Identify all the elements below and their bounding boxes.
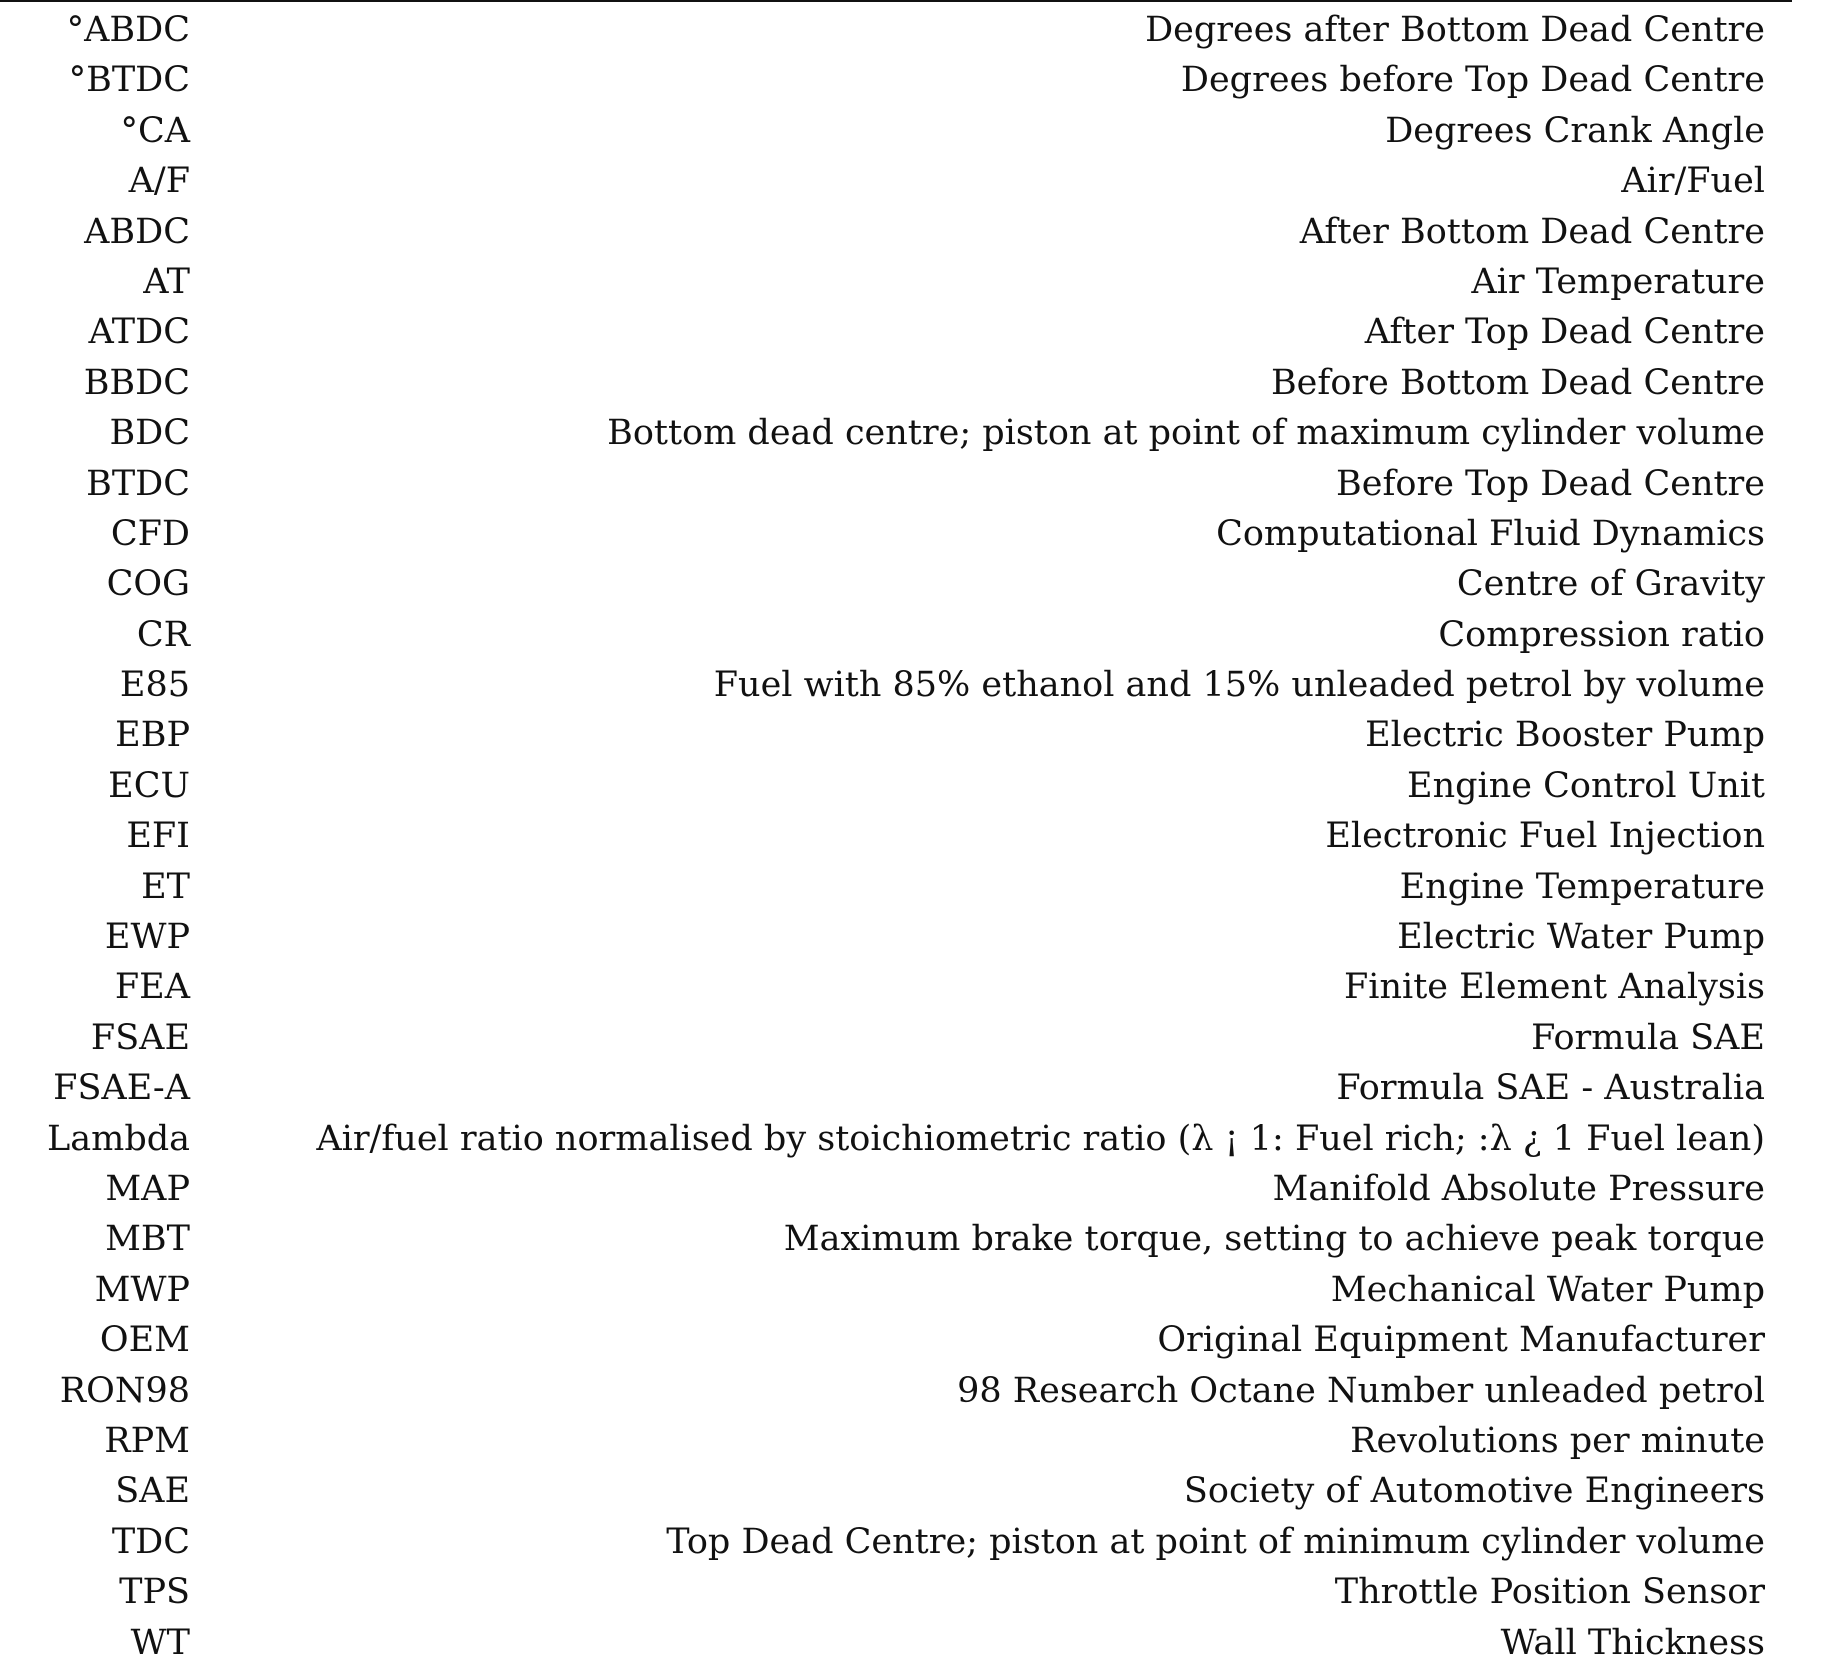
abbreviation-term: CFD [110,513,190,554]
abbreviation-definition: Before Bottom Dead Centre [1270,362,1765,403]
table-row [0,709,1835,759]
table-row [0,961,1835,1011]
abbreviation-definition: Wall Thickness [1500,1622,1765,1663]
abbreviation-term: BBDC [83,362,190,403]
abbreviation-definition: Society of Automotive Engineers [1183,1471,1765,1512]
abbreviation-term: AT [143,261,190,302]
abbreviation-term: CR [136,614,190,655]
table-row [0,306,1835,356]
table-row [0,1365,1835,1415]
abbreviation-definition: Manifold Absolute Pressure [1272,1168,1765,1209]
table-row [0,1213,1835,1263]
abbreviation-definition: 98 Research Octane Number unleaded petrol [957,1370,1765,1411]
abbreviation-term: °CA [120,110,190,151]
abbreviation-definition: Before Top Dead Centre [1336,463,1765,504]
abbreviation-term: FSAE [90,1017,190,1058]
table-row [0,1264,1835,1314]
abbreviation-definition: Air/Fuel [1621,161,1765,202]
abbreviation-term: °ABDC [66,10,190,50]
abbreviation-term: COG [106,564,190,605]
abbreviation-term: EWP [104,917,190,958]
table-row [0,155,1835,205]
abbreviation-term: OEM [99,1320,190,1361]
abbreviation-definition: Air Temperature [1471,261,1765,302]
table-row [0,105,1835,155]
table-row [0,1012,1835,1062]
abbreviation-definition: Formula SAE - Australia [1336,1068,1765,1109]
abbreviation-term: EBP [115,715,190,756]
abbreviation-definition: Revolutions per minute [1350,1420,1765,1461]
abbreviation-definition: Degrees Crank Angle [1385,110,1765,151]
abbreviation-term: ABDC [84,211,190,252]
abbreviation-definition: Electronic Fuel Injection [1325,816,1765,857]
table-row [0,407,1835,457]
table-row [0,1617,1835,1667]
abbreviation-definition: Top Dead Centre; piston at point of minimum cylinder volume [666,1521,1765,1562]
abbreviation-definition: Maximum brake torque, setting to achieve peak torque [783,1219,1765,1260]
abbreviation-definition: Throttle Position Sensor [1334,1572,1765,1613]
abbreviation-term: TDC [111,1521,190,1562]
abbreviation-term: ECU [108,765,190,806]
table-row [0,1062,1835,1112]
table-row [0,1566,1835,1616]
abbreviation-term: BDC [109,413,190,454]
abbreviation-term: SAE [115,1471,190,1512]
abbreviation-term: MAP [105,1168,190,1209]
abbreviation-term: EFI [126,816,190,857]
abbreviation-definition: Electric Water Pump [1397,917,1765,958]
abbreviation-term: FEA [114,967,190,1008]
abbreviation-definition: Degrees after Bottom Dead Centre [1145,10,1765,50]
abbreviation-term: ATDC [88,312,190,353]
table-row [0,1415,1835,1465]
abbreviation-term: A/F [128,161,190,202]
table-row [0,861,1835,911]
abbreviation-term: MBT [105,1219,190,1260]
abbreviation-definition: Degrees before Top Dead Centre [1180,60,1765,101]
abbreviation-definition: Finite Element Analysis [1344,967,1765,1008]
table-row [0,1465,1835,1515]
table-row [0,508,1835,558]
abbreviations-table [0,4,1835,1667]
abbreviation-term: E85 [119,665,190,706]
abbreviation-definition: Fuel with 85% ethanol and 15% unleaded petrol by volume [713,665,1765,706]
abbreviation-term: TPS [119,1572,190,1613]
abbreviation-definition: Engine Temperature [1399,866,1765,907]
abbreviation-definition: Centre of Gravity [1456,564,1765,605]
abbreviation-definition: Engine Control Unit [1407,765,1765,806]
abbreviation-term: RPM [104,1420,190,1461]
table-row [0,609,1835,659]
table-row [0,659,1835,709]
abbreviation-term: MWP [94,1269,190,1310]
abbreviation-definition: After Top Dead Centre [1364,312,1765,353]
abbreviation-definition: Computational Fluid Dynamics [1216,513,1765,554]
table-top-rule [0,0,1792,2]
abbreviation-definition: Mechanical Water Pump [1330,1269,1765,1310]
table-row [0,911,1835,961]
table-row [0,1163,1835,1213]
table-row [0,54,1835,104]
table-row [0,760,1835,810]
table-row [0,1113,1835,1163]
table-row [0,810,1835,860]
abbreviation-term: BTDC [86,463,190,504]
abbreviation-term: ET [141,866,190,907]
abbreviation-definition: Electric Booster Pump [1365,715,1765,756]
table-row [0,206,1835,256]
abbreviation-definition: Compression ratio [1438,614,1765,655]
abbreviation-term: RON98 [59,1370,190,1411]
table-row [0,4,1835,54]
abbreviation-definition: Formula SAE [1531,1017,1765,1058]
abbreviation-term: WT [130,1622,190,1663]
abbreviation-definition: Air/fuel ratio normalised by stoichiometric ratio (λ ¡ 1: Fuel rich; :λ ¿ 1 Fuel lean) [316,1118,1765,1159]
table-row [0,558,1835,608]
table-row [0,1314,1835,1364]
abbreviation-term: °BTDC [68,60,190,101]
table-row [0,1516,1835,1566]
abbreviation-definition: Bottom dead centre; piston at point of maximum cylinder volume [607,413,1765,454]
abbreviation-term: Lambda [47,1118,190,1159]
table-row [0,458,1835,508]
table-row [0,256,1835,306]
abbreviation-term: FSAE-A [53,1068,190,1109]
abbreviation-definition: Original Equipment Manufacturer [1157,1320,1765,1361]
table-row [0,357,1835,407]
abbreviation-definition: After Bottom Dead Centre [1299,211,1765,252]
